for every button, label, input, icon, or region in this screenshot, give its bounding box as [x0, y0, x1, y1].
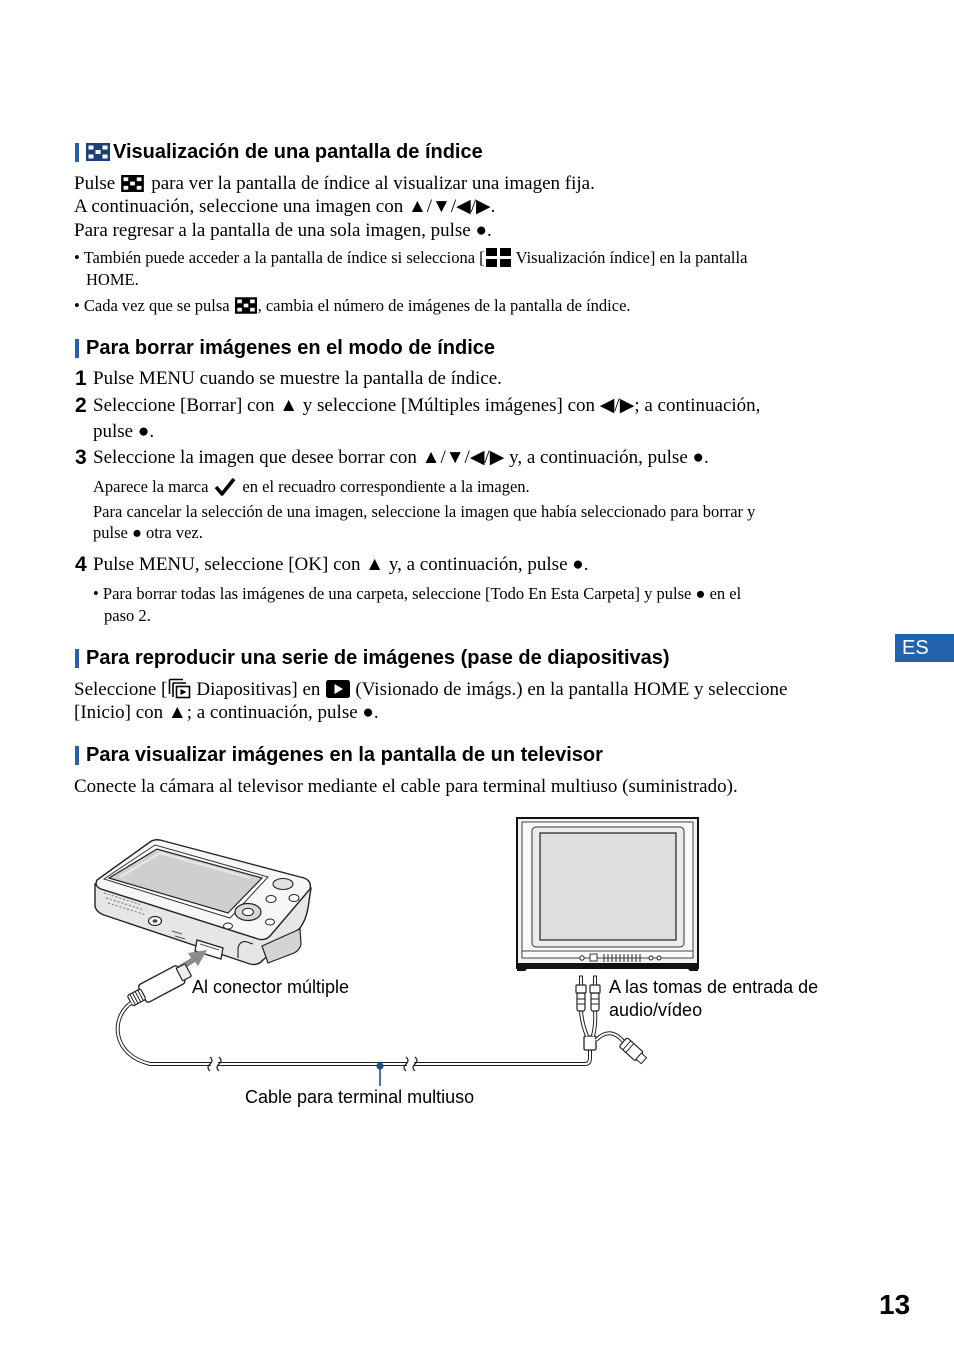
- paragraph-line: Conecte la cámara al televisor mediante el cable para terminal multiuso (suministrado).: [74, 776, 738, 797]
- step-text: Seleccione [Borrar] con ▲ y seleccione [Múltiples imágenes] con ◀/▶; a continuación,: [93, 395, 761, 416]
- text-segment: Seleccione [: [74, 679, 168, 700]
- note-line: [74, 247, 747, 269]
- step-number: 2: [75, 394, 87, 417]
- paragraph-line: [Inicio] con ▲; a continuación, pulse ●.: [74, 702, 379, 723]
- text-segment: Aparece la marca: [93, 477, 209, 496]
- callout-dot: [376, 1062, 383, 1069]
- heading-text: Visualización de una pantalla de índice: [113, 141, 483, 163]
- step-text: Pulse MENU, seleccione [OK] con ▲ y, a continuación, pulse ●.: [93, 554, 589, 575]
- section-heading-delete: Para borrar imágenes en el modo de índice: [86, 337, 496, 359]
- language-tab: [895, 634, 954, 662]
- section-marker: [75, 649, 79, 668]
- text-segment: , cambia el número de imágenes de la pantalla de índice.: [257, 296, 631, 315]
- text-segment: para ver la pantalla de índice al visualizar una imagen fija.: [151, 173, 595, 194]
- step-note: pulse ● otra vez.: [93, 523, 203, 542]
- section-marker: [75, 746, 79, 765]
- index-icon: [235, 297, 257, 314]
- paragraph-line: [74, 172, 595, 196]
- section-heading-slideshow: Para reproducir una serie de imágenes (pase de diapositivas): [86, 647, 670, 669]
- text-segment: Visualización índice] en la pantalla: [515, 248, 748, 267]
- camera-drawing: [95, 840, 311, 965]
- television-drawing: [517, 818, 698, 971]
- page-number: 13: [879, 1289, 911, 1320]
- index-view-icon: [486, 248, 511, 267]
- text-segment: • Cada vez que se pulsa: [74, 296, 230, 315]
- index-icon: [121, 175, 144, 192]
- connection-illustration: [80, 810, 730, 1110]
- paragraph-line: Para regresar a la pantalla de una sola imagen, pulse ●.: [74, 220, 492, 241]
- step-text: pulse ●.: [93, 421, 155, 442]
- index-icon: [86, 143, 110, 161]
- label-cable: Cable para terminal multiuso: [245, 1087, 475, 1107]
- step-number: 4: [75, 553, 87, 576]
- label-av-inputs: A las tomas de entrada de: [609, 977, 819, 997]
- text-segment: Pulse: [74, 173, 116, 194]
- section-heading-tv: Para visualizar imágenes en la pantalla de un televisor: [86, 744, 603, 766]
- text-segment: Diapositivas] en: [196, 679, 321, 700]
- step-text: Seleccione la imagen que desee borrar con ▲/▼/◀/▶ y, a continuación, pulse ●.: [93, 447, 709, 468]
- step-note: Para cancelar la selección de una imagen, seleccione la imagen que había seleccionado para borrar y: [93, 502, 756, 521]
- section-marker: [75, 143, 79, 162]
- check-mark-icon: [214, 477, 236, 496]
- step-text: Pulse MENU cuando se muestre la pantalla de índice.: [93, 368, 502, 389]
- note-line: HOME.: [86, 270, 139, 289]
- text-segment: • También puede acceder a la pantalla de índice si selecciona [: [74, 248, 485, 267]
- step-number: 3: [75, 446, 87, 469]
- step-number: 1: [75, 367, 87, 390]
- text-segment: en el recuadro correspondiente a la imagen.: [242, 477, 530, 496]
- multi-connector-plug: [125, 961, 193, 1010]
- slideshow-icon: [168, 678, 191, 699]
- playback-icon: [326, 680, 350, 698]
- label-av-inputs-cont: audio/vídeo: [609, 1000, 703, 1020]
- paragraph-line: [74, 678, 787, 702]
- note-line: [74, 295, 631, 317]
- step-note: [93, 476, 530, 498]
- label-multi-connector: Al conector múltiple: [192, 977, 350, 997]
- paragraph-line: A continuación, seleccione una imagen con ▲/▼/◀/▶.: [74, 196, 496, 217]
- step-note: paso 2.: [104, 606, 151, 625]
- section-marker: [75, 339, 79, 358]
- section-heading-index: [86, 140, 483, 164]
- text-segment: (Visionado de imágs.) en la pantalla HOME y seleccione: [355, 679, 788, 700]
- language-tab-label: ES: [902, 637, 929, 659]
- step-note: • Para borrar todas las imágenes de una carpeta, seleccione [Todo En Esta Carpeta] y pulse ● en el: [93, 584, 742, 603]
